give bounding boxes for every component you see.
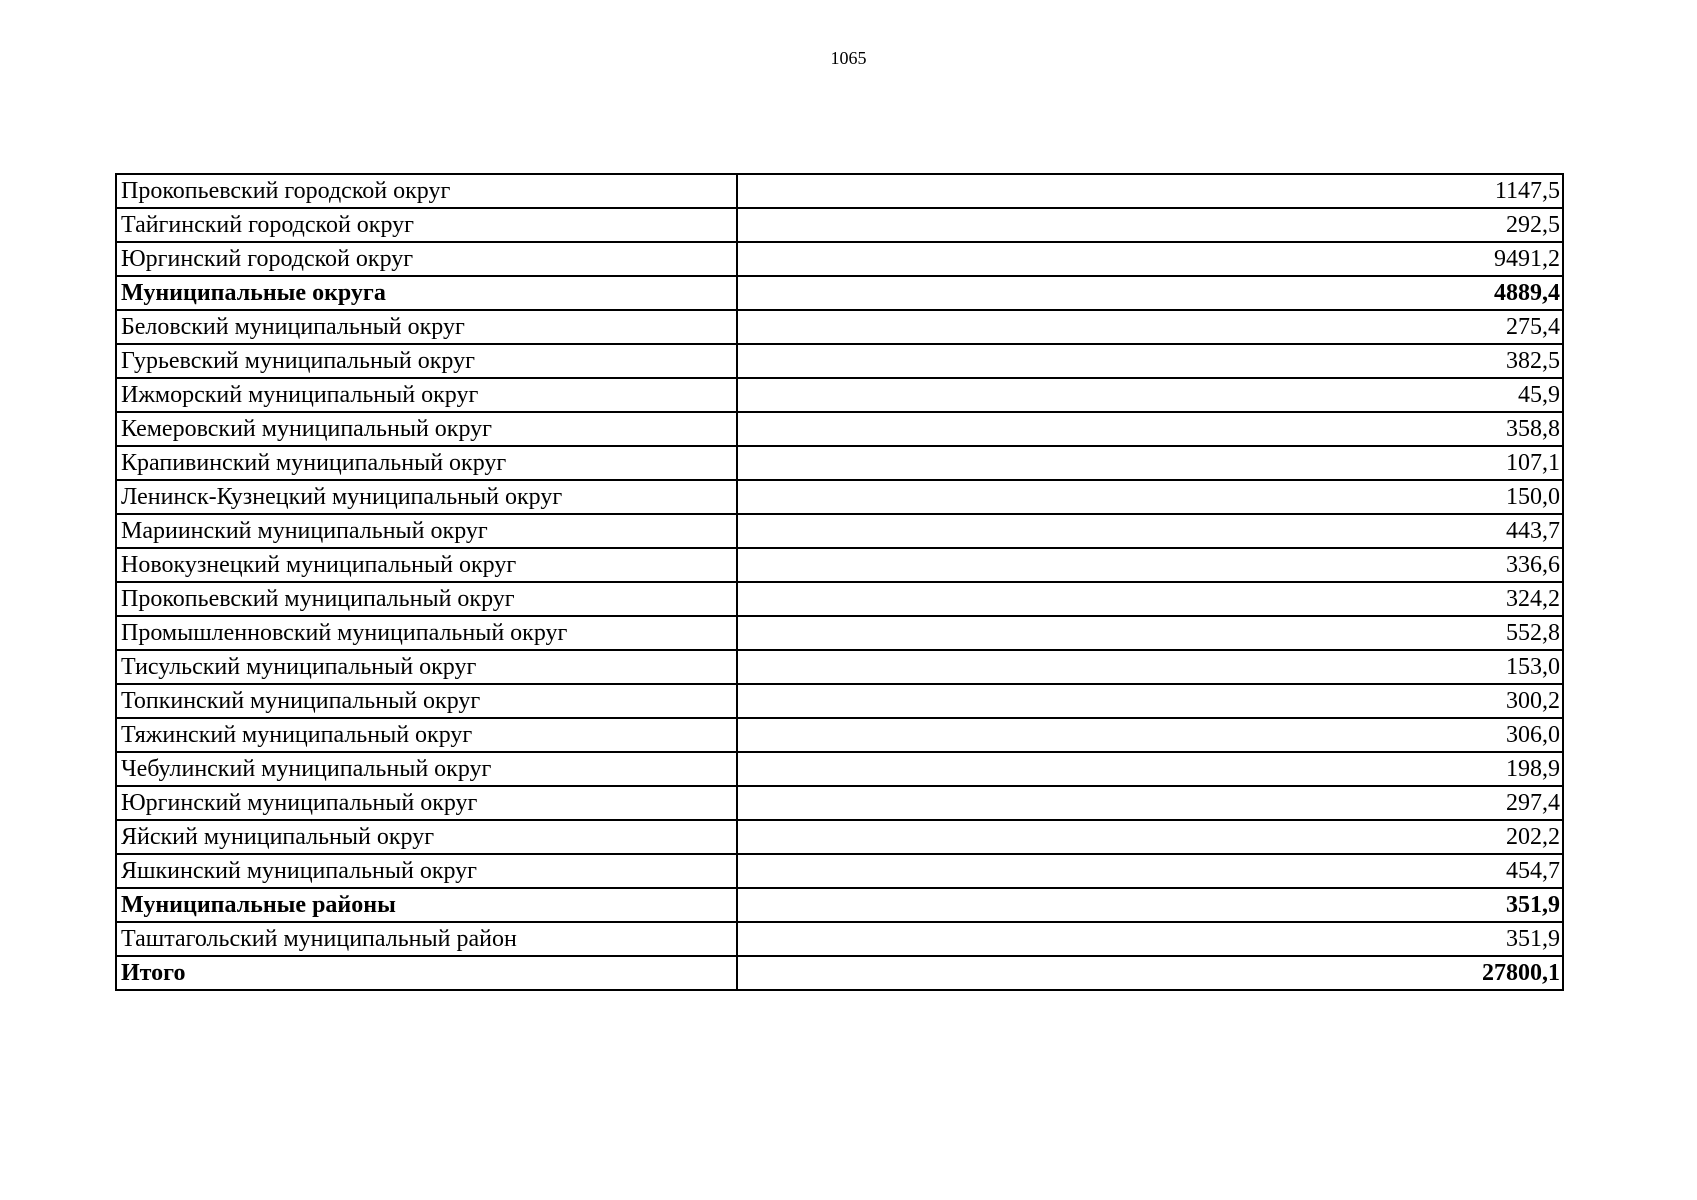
table-row	[116, 718, 1563, 752]
row-value-cell: 275,4	[737, 310, 1563, 344]
row-value-cell: 107,1	[737, 446, 1563, 480]
row-value-cell: 202,2	[737, 820, 1563, 854]
row-value-cell: 351,9	[737, 888, 1563, 922]
table-row	[116, 344, 1563, 378]
row-name-cell: Яйский муниципальный округ	[116, 820, 737, 854]
row-name-cell: Беловский муниципальный округ	[116, 310, 737, 344]
data-table	[115, 173, 1564, 991]
table-row-subtotal	[116, 956, 1563, 990]
table-row	[116, 242, 1563, 276]
row-name-cell: Яшкинский муниципальный округ	[116, 854, 737, 888]
table-row	[116, 310, 1563, 344]
row-name-cell: Тайгинский городской округ	[116, 208, 737, 242]
row-name-cell: Мариинский муниципальный округ	[116, 514, 737, 548]
row-name-cell: Муниципальные округа	[116, 276, 737, 310]
table-row	[116, 378, 1563, 412]
table-row	[116, 786, 1563, 820]
row-name-cell: Кемеровский муниципальный округ	[116, 412, 737, 446]
table-row	[116, 208, 1563, 242]
table-row-subtotal	[116, 276, 1563, 310]
row-value-cell: 306,0	[737, 718, 1563, 752]
row-name-cell: Прокопьевский городской округ	[116, 174, 737, 208]
row-value-cell: 443,7	[737, 514, 1563, 548]
row-value-cell: 336,6	[737, 548, 1563, 582]
table-row	[116, 582, 1563, 616]
table-body	[116, 174, 1563, 990]
row-name-cell: Таштагольский муниципальный район	[116, 922, 737, 956]
row-value-cell: 27800,1	[737, 956, 1563, 990]
row-value-cell: 297,4	[737, 786, 1563, 820]
row-value-cell: 382,5	[737, 344, 1563, 378]
row-value-cell: 292,5	[737, 208, 1563, 242]
row-name-cell: Ленинск-Кузнецкий муниципальный округ	[116, 480, 737, 514]
row-name-cell: Ижморский муниципальный округ	[116, 378, 737, 412]
row-name-cell: Юргинский муниципальный округ	[116, 786, 737, 820]
table-row	[116, 480, 1563, 514]
row-name-cell: Крапивинский муниципальный округ	[116, 446, 737, 480]
table-row	[116, 650, 1563, 684]
table-row	[116, 548, 1563, 582]
row-name-cell: Гурьевский муниципальный округ	[116, 344, 737, 378]
row-value-cell: 358,8	[737, 412, 1563, 446]
row-value-cell: 454,7	[737, 854, 1563, 888]
table-row	[116, 752, 1563, 786]
table-row	[116, 922, 1563, 956]
row-name-cell: Топкинский муниципальный округ	[116, 684, 737, 718]
row-name-cell: Прокопьевский муниципальный округ	[116, 582, 737, 616]
table-row	[116, 446, 1563, 480]
table-row	[116, 412, 1563, 446]
row-value-cell: 4889,4	[737, 276, 1563, 310]
row-name-cell: Промышленновский муниципальный округ	[116, 616, 737, 650]
row-name-cell: Итого	[116, 956, 737, 990]
row-name-cell: Тяжинский муниципальный округ	[116, 718, 737, 752]
table-row	[116, 514, 1563, 548]
table-row	[116, 854, 1563, 888]
row-name-cell: Новокузнецкий муниципальный округ	[116, 548, 737, 582]
row-value-cell: 351,9	[737, 922, 1563, 956]
table-row	[116, 684, 1563, 718]
row-name-cell: Юргинский городской округ	[116, 242, 737, 276]
table-row	[116, 174, 1563, 208]
row-value-cell: 552,8	[737, 616, 1563, 650]
row-value-cell: 45,9	[737, 378, 1563, 412]
table-row	[116, 616, 1563, 650]
row-name-cell: Муниципальные районы	[116, 888, 737, 922]
row-value-cell: 198,9	[737, 752, 1563, 786]
row-value-cell: 324,2	[737, 582, 1563, 616]
row-value-cell: 9491,2	[737, 242, 1563, 276]
row-name-cell: Чебулинский муниципальный округ	[116, 752, 737, 786]
row-value-cell: 300,2	[737, 684, 1563, 718]
table-row	[116, 820, 1563, 854]
row-name-cell: Тисульский муниципальный округ	[116, 650, 737, 684]
row-value-cell: 153,0	[737, 650, 1563, 684]
table-row-subtotal	[116, 888, 1563, 922]
page-number: 1065	[830, 48, 867, 68]
row-value-cell: 150,0	[737, 480, 1563, 514]
row-value-cell: 1147,5	[737, 174, 1563, 208]
